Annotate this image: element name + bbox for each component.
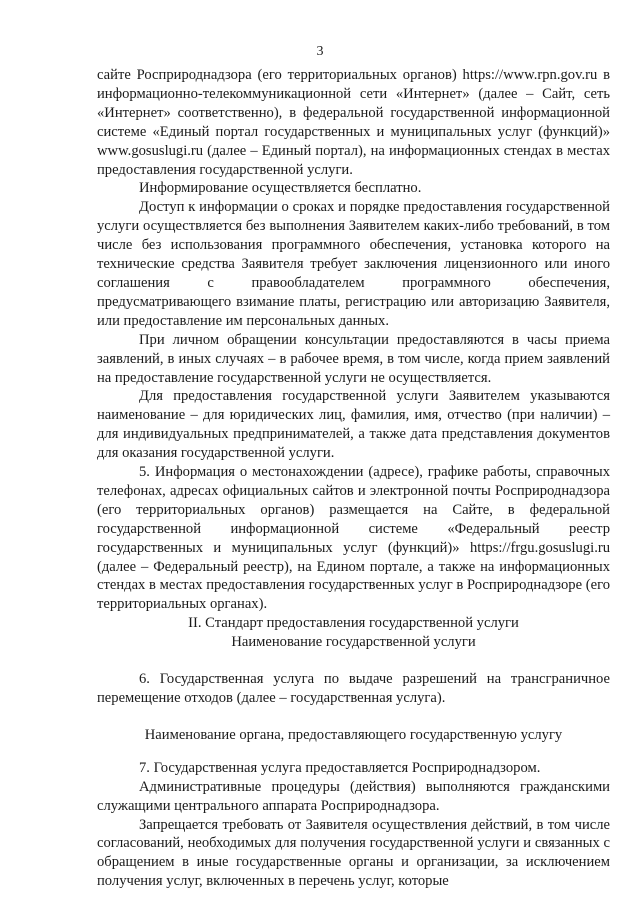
paragraph-access: Доступ к информации о сроках и порядке предоставления государственной услуги осуществляется без выполнения Заявителем каких-либо требований, в том числе без использования программного обеспечения, установка которого на технические средства Заявителя требует заключения лицензионного или иного соглашения с правообладателем программного обеспечения, предусматривающего взимание платы, регистрацию или авторизацию Заявителя, или предоставление им персональных данных. [97,199,610,329]
paragraph-naming: Для предоставления государственной услуги Заявителем указываются наименование – для юридических лиц, фамилия, имя, отчество (при наличии) – для индивидуальных предпринимателей, а также дата представления документов для оказания государственной услуги. [97,388,610,462]
paragraph-5: 5. Информация о местонахождении (адресе), графике работы, справочных телефонах, адресах официальных сайтов и электронной почты Росприроднадзора (его территориальных органов) размещается на Сайте, в федеральной государственной информационной системе «Федеральный реестр государственных и муниципальных услуг (функций)» https://frgu.gosuslugi.ru (далее – Федеральный реестр), на Едином портале, а также на информационных стендах в местах предоставления государственных услуг в Росприроднадзоре (его территориальных органах). [97,464,610,613]
subheading-organ: Наименование органа, предоставляющего государственную услугу [144,726,563,743]
page-number: 3 [316,44,324,59]
paragraph-forbid: Запрещается требовать от Заявителя осуществления действий, в том числе согласований, необходимых для получения государственной услуги и связанных с обращением в иные государственные органы и организации, за исключением получения услуг, включенных в перечень услуг, которые [97,816,610,890]
section-heading: II. Стандарт предоставления государственной услуги [188,615,519,632]
paragraph-6: 6. Государственная услуга по выдаче разрешений на трансграничное перемещение отходов (далее – государственная услуга). [97,671,610,706]
paragraph-7: 7. Государственная услуга предоставляется Росприроднадзором. [139,759,541,776]
paragraph-continuation: сайте Росприроднадзора (его территориальных органов) https://www.rpn.gov.ru в информационно-телекоммуникационной сети «Интернет» (далее – Сайт, сеть «Интернет» соответственно), в федеральной государственной информационной системе «Единый портал государственных и муниципальных услуг (функций)» www.gosuslugi.ru (далее – Единый портал), на информационных стендах в местах предоставления государственной услуги. [97,67,610,178]
document-body [97,66,610,891]
paragraph-admin: Административные процедуры (действия) выполняются гражданскими служащими центрального аппарата Росприроднадзора. [97,778,610,814]
paragraph-free-info: Информирование осуществляется бесплатно. [139,180,422,197]
subheading-service-name: Наименование государственной услуги [231,634,476,651]
paragraph-personal: При личном обращении консультации предоставляются в часы приема заявлений, в иных случаях – в рабочее время, в том числе, когда прием заявлений на предоставление государственной услуги не осуществляется. [97,331,610,386]
